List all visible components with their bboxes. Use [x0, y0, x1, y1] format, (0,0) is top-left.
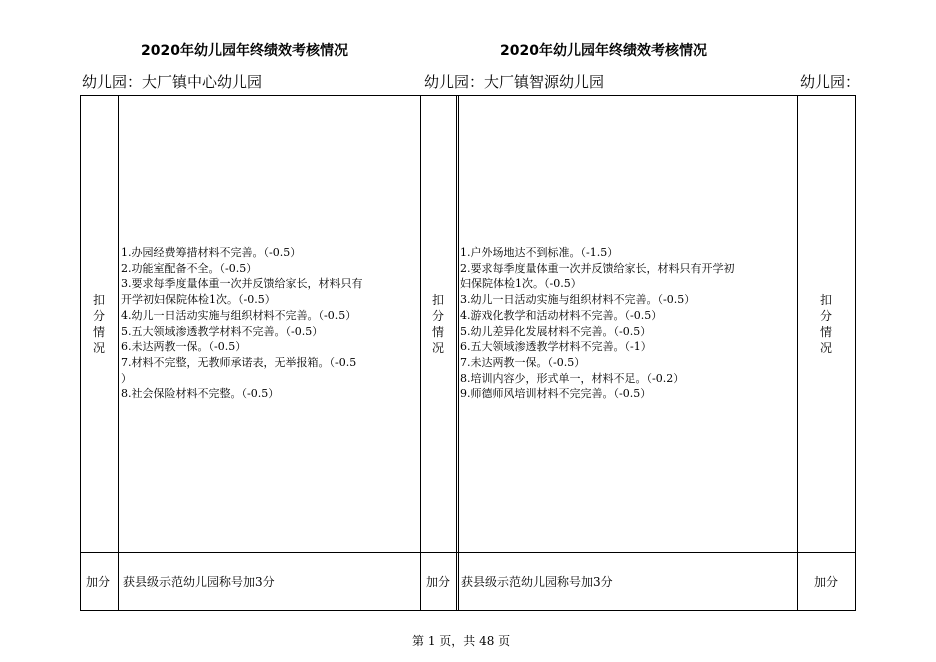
list-item: 5.幼儿差异化发展材料不完善。（-0.5）: [460, 324, 652, 338]
right-deduction-list: [460, 245, 735, 402]
list-item: ）: [121, 371, 132, 385]
left-deduction-label: 扣 分 情 况: [92, 293, 105, 355]
left-kindergarten-name: 幼儿园：大厂镇中心幼儿园: [82, 73, 263, 91]
list-item: 开学初妇保院体检1次。（-0.5）: [121, 293, 276, 307]
left-bonus-label: 加分: [86, 575, 111, 589]
list-item: 7.未达两教一保。（-0.5）: [460, 355, 586, 369]
list-item: 4.幼儿一日活动实施与组织材料不完善。（-0.5）: [121, 308, 357, 322]
list-item: 4.游戏化教学和活动材料不完善。（-0.5）: [460, 308, 663, 322]
list-item: 6.未达两教一保。（-0.5）: [121, 340, 247, 354]
list-item: 8.培训内容少，形式单一，材料不足。（-0.2）: [460, 371, 685, 385]
third-kindergarten-name: 幼儿园：: [800, 73, 861, 91]
list-item: 5.五大领域渗透教学材料不完善。（-0.5）: [121, 324, 324, 338]
right-deduction-label: 扣 分 情 况: [431, 293, 444, 355]
list-item: 9.师德师风培训材料不完完善。（-0.5）: [460, 387, 652, 401]
left-deduction-list: [121, 245, 363, 402]
third-deduction-label: 扣 分 情 况: [819, 293, 832, 355]
list-item: 1.办园经费筹措材料不完善。（-0.5）: [121, 246, 302, 259]
third-bonus-label: 加分: [814, 575, 839, 589]
list-item: 妇保院体检1次。（-0.5）: [460, 277, 582, 291]
right-page-title: 2020年幼儿园年终绩效考核情况: [500, 43, 707, 59]
list-item: 3.幼儿一日活动实施与组织材料不完善。（-0.5）: [460, 293, 696, 307]
left-bonus-text: 获县级示范幼儿园称号加3分: [123, 575, 275, 589]
list-item: 2.功能室配备不全。（-0.5）: [121, 261, 258, 275]
right-bonus-label: 加分: [426, 575, 451, 589]
list-item: 3.要求每季度量体重一次并反馈给家长，材料只有: [121, 277, 363, 291]
list-item: 6.五大领域渗透教学材料不完善。（-1）: [460, 340, 652, 354]
left-page-title: 2020年幼儿园年终绩效考核情况: [141, 43, 348, 59]
right-bonus-text: 获县级示范幼儿园称号加3分: [461, 575, 613, 589]
list-item: 2.要求每季度量体重一次并反馈给家长，材料只有开学初: [460, 261, 735, 275]
list-item: 1.户外场地达不到标准。（-1.5）: [460, 246, 619, 259]
right-kindergarten-name: 幼儿园：大厂镇智源幼儿园: [424, 73, 605, 91]
list-item: 8.社会保险材料不完整。（-0.5）: [121, 387, 280, 401]
page-number: 第 1 页，共 48 页: [412, 634, 511, 648]
list-item: 7.材料不完整，无教师承诺表，无举报箱。（-0.5: [121, 355, 357, 369]
